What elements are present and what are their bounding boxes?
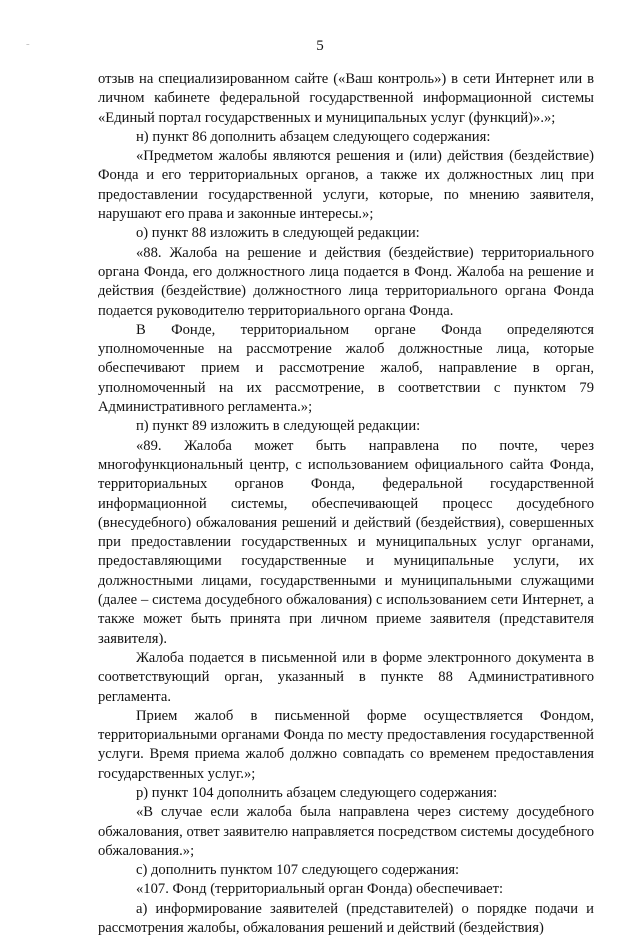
paragraph: с) дополнить пунктом 107 следующего содержания: [136, 862, 460, 879]
paragraph: «88. Жалоба на решение и действия (бездействие) территориального органа Фонда, его должностного лица подается в Фонд. Жалоба на решение и действия (бездействие) должностного лица территориального органа Фонда подается руководителю территориального органа Фонда. [98, 244, 594, 319]
paragraph: п) пункт 89 изложить в следующей редакции: [136, 418, 421, 435]
paragraph: «89. Жалоба может быть направлена по почте, через многофункциональный центр, с использованием официального сайта Фонда, территориальных органов Фонда, федеральной государственной информационной системы, обеспечивающей процесс досудебного (внесудебного) обжалования решений и действий (бездействия), совершенных при предоставлении государственных и муниципальных услуг органами, предоставляющими государственные и муниципальные услуги, их должностными лицами, государственными и муниципальными служащими (далее – система досудебного обжалования) с использованием сети Интернет, а также может быть принята при личном приеме заявителя (представителя заявителя). [98, 437, 594, 647]
paragraph: «107. Фонд (территориальный орган Фонда) обеспечивает: [136, 881, 504, 898]
paragraph: отзыв на специализированном сайте («Ваш контроль») в сети Интернет или в личном кабинете федеральной государственной информационной системы «Единый портал государственных и муниципальных услуг (функций)».»; [98, 71, 594, 126]
paragraph: «Предметом жалобы являются решения и (или) действия (бездействие) Фонда и его территориальных органов, а также их должностных лиц при предоставлении государственной услуги, которые, по мнению заявителя, нарушают его права и законные интересы.»; [98, 148, 594, 223]
paragraph: о) пункт 88 изложить в следующей редакции: [136, 225, 420, 242]
paragraph: а) информирование заявителей (представителей) о порядке подачи и рассмотрения жалобы, обжалования решений и действий (бездействия) [98, 900, 594, 937]
margin-mark: - [26, 38, 30, 50]
paragraph: р) пункт 104 дополнить абзацем следующего содержания: [136, 784, 498, 801]
document-body [98, 70, 594, 938]
paragraph: В Фонде, территориальном органе Фонда определяются уполномоченные на рассмотрение жалоб должностные лица, которые обеспечивают прием и рассмотрение жалоб, направление в орган, уполномоченный на их рассмотрение, в соответствии с пунктом 79 Административного регламента.»; [98, 321, 594, 416]
paragraph: н) пункт 86 дополнить абзацем следующего содержания: [136, 128, 491, 145]
paragraph: Прием жалоб в письменной форме осуществляется Фондом, территориальными органами Фонда по месту предоставления государственной услуги. Время приема жалоб должно совпадать со временем предоставления государственных услуг.»; [98, 707, 594, 782]
page-number: 5 [316, 38, 324, 54]
paragraph: Жалоба подается в письменной или в форме электронного документа в соответствующий орган, указанный в пункте 88 Административного регламента. [98, 649, 594, 705]
paragraph: «В случае если жалоба была направлена через систему досудебного обжалования, ответ заявителю направляется посредством системы досудебного обжалования.»; [98, 804, 594, 859]
